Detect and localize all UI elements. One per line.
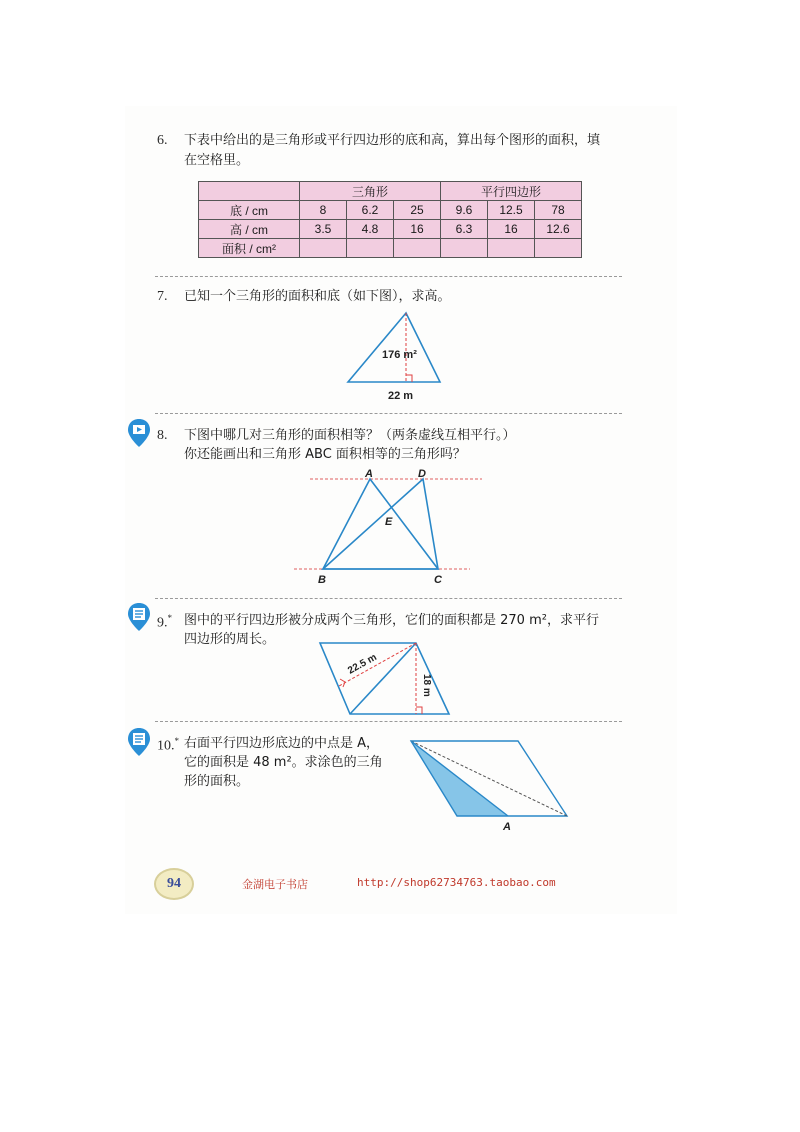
- section-divider: [155, 598, 622, 599]
- table-row: [199, 239, 582, 258]
- q8-label-a: A: [365, 468, 373, 480]
- table-cell: 4.8: [347, 220, 394, 239]
- footer-shop-name: 金湖电子书店: [242, 878, 308, 891]
- table-cell: 16: [394, 220, 441, 239]
- q10-text-line1: 右面平行四边形底边的中点是 A，: [184, 736, 380, 751]
- q10-point-label: A: [503, 821, 511, 833]
- q7-triangle: [348, 313, 440, 382]
- table-cell: 25: [394, 201, 441, 220]
- table-row-label: 底 / cm: [199, 201, 300, 220]
- q6-table: [198, 181, 582, 258]
- table-cell: 8: [300, 201, 347, 220]
- table-cell: 6.3: [441, 220, 488, 239]
- q9-star: *: [167, 613, 172, 623]
- q9-text-line2: 四边形的周长。: [184, 632, 276, 647]
- q10-text-line3: 形的面积。: [184, 774, 250, 789]
- table-row-label: 高 / cm: [199, 220, 300, 239]
- q7-right-angle-mark: [406, 375, 412, 382]
- q9-diagonal: [350, 643, 416, 714]
- table-cell: 16: [488, 220, 535, 239]
- footer-url[interactable]: http://shop62734763.taobao.com: [357, 876, 556, 889]
- q7-text: 已知一个三角形的面积和底（如下图），求高。: [184, 289, 451, 304]
- q9-number: [157, 613, 172, 632]
- q9-parallelogram-figure: [312, 638, 462, 720]
- q8-number: 8.: [157, 428, 168, 443]
- q9-side-label: 22.5 m: [346, 651, 379, 677]
- table-corner-cell: [199, 182, 300, 201]
- q7-triangle-figure: [330, 305, 470, 405]
- q7-base-label: 22 m: [388, 390, 414, 402]
- q8-text-line2: 你还能画出和三角形 ABC 面积相等的三角形吗？: [184, 447, 466, 462]
- table-cell: 12.5: [488, 201, 535, 220]
- table-cell-empty: [488, 239, 535, 258]
- q9-text-line1: 图中的平行四边形被分成两个三角形，它们的面积都是 270 m²，求平行: [184, 613, 599, 628]
- table-cell: 9.6: [441, 201, 488, 220]
- q10-number: [157, 736, 179, 755]
- table-row-label: 面积 / cm²: [199, 239, 300, 258]
- q7-area-label: 176 m²: [382, 349, 417, 361]
- q6-number: 6.: [157, 133, 168, 148]
- table-cell-empty: [394, 239, 441, 258]
- q9-right-angle-mark-side: [340, 679, 345, 687]
- table-cell: 6.2: [347, 201, 394, 220]
- table-header-row: [199, 182, 582, 201]
- q8-figure: [290, 466, 490, 588]
- q6-text-line1: 下表中给出的是三角形或平行四边形的底和高，算出每个图形的面积，填: [184, 133, 601, 148]
- q6-text-line2: 在空格里。: [184, 153, 250, 168]
- table-cell-empty: [347, 239, 394, 258]
- q10-star: *: [174, 736, 179, 746]
- table-cell: 12.6: [535, 220, 582, 239]
- q10-text-line2: 它的面积是 48 m²。求涂色的三角: [184, 755, 383, 770]
- q8-label-e: E: [385, 516, 393, 528]
- note-badge-icon: [127, 602, 151, 632]
- q8-triangle-abc: [323, 479, 438, 569]
- q9-height-label: 18 m: [421, 674, 432, 697]
- table-cell-empty: [535, 239, 582, 258]
- q8-label-c: C: [434, 574, 442, 586]
- table-cell: 3.5: [300, 220, 347, 239]
- table-row: [199, 220, 582, 239]
- q9-number-text: 9.: [157, 615, 168, 631]
- section-divider: [155, 413, 622, 414]
- q8-label-d: D: [418, 468, 426, 480]
- table-header-triangle: 三角形: [300, 182, 441, 201]
- q7-number: 7.: [157, 289, 168, 304]
- page-number: 94: [154, 868, 194, 900]
- video-badge-icon: [127, 418, 151, 448]
- table-cell-empty: [441, 239, 488, 258]
- table-row: [199, 201, 582, 220]
- q8-text-line1: 下图中哪几对三角形的面积相等？（两条虚线互相平行。）: [184, 428, 516, 443]
- table-cell: 78: [535, 201, 582, 220]
- section-divider: [155, 721, 622, 722]
- q8-label-b: B: [318, 574, 326, 586]
- table-cell-empty: [300, 239, 347, 258]
- q10-figure: [405, 735, 575, 835]
- note-badge-icon: [127, 727, 151, 757]
- q9-right-angle-mark: [416, 707, 422, 714]
- q10-number-text: 10.: [157, 738, 175, 754]
- table-header-parallelogram: 平行四边形: [441, 182, 582, 201]
- section-divider: [155, 276, 622, 277]
